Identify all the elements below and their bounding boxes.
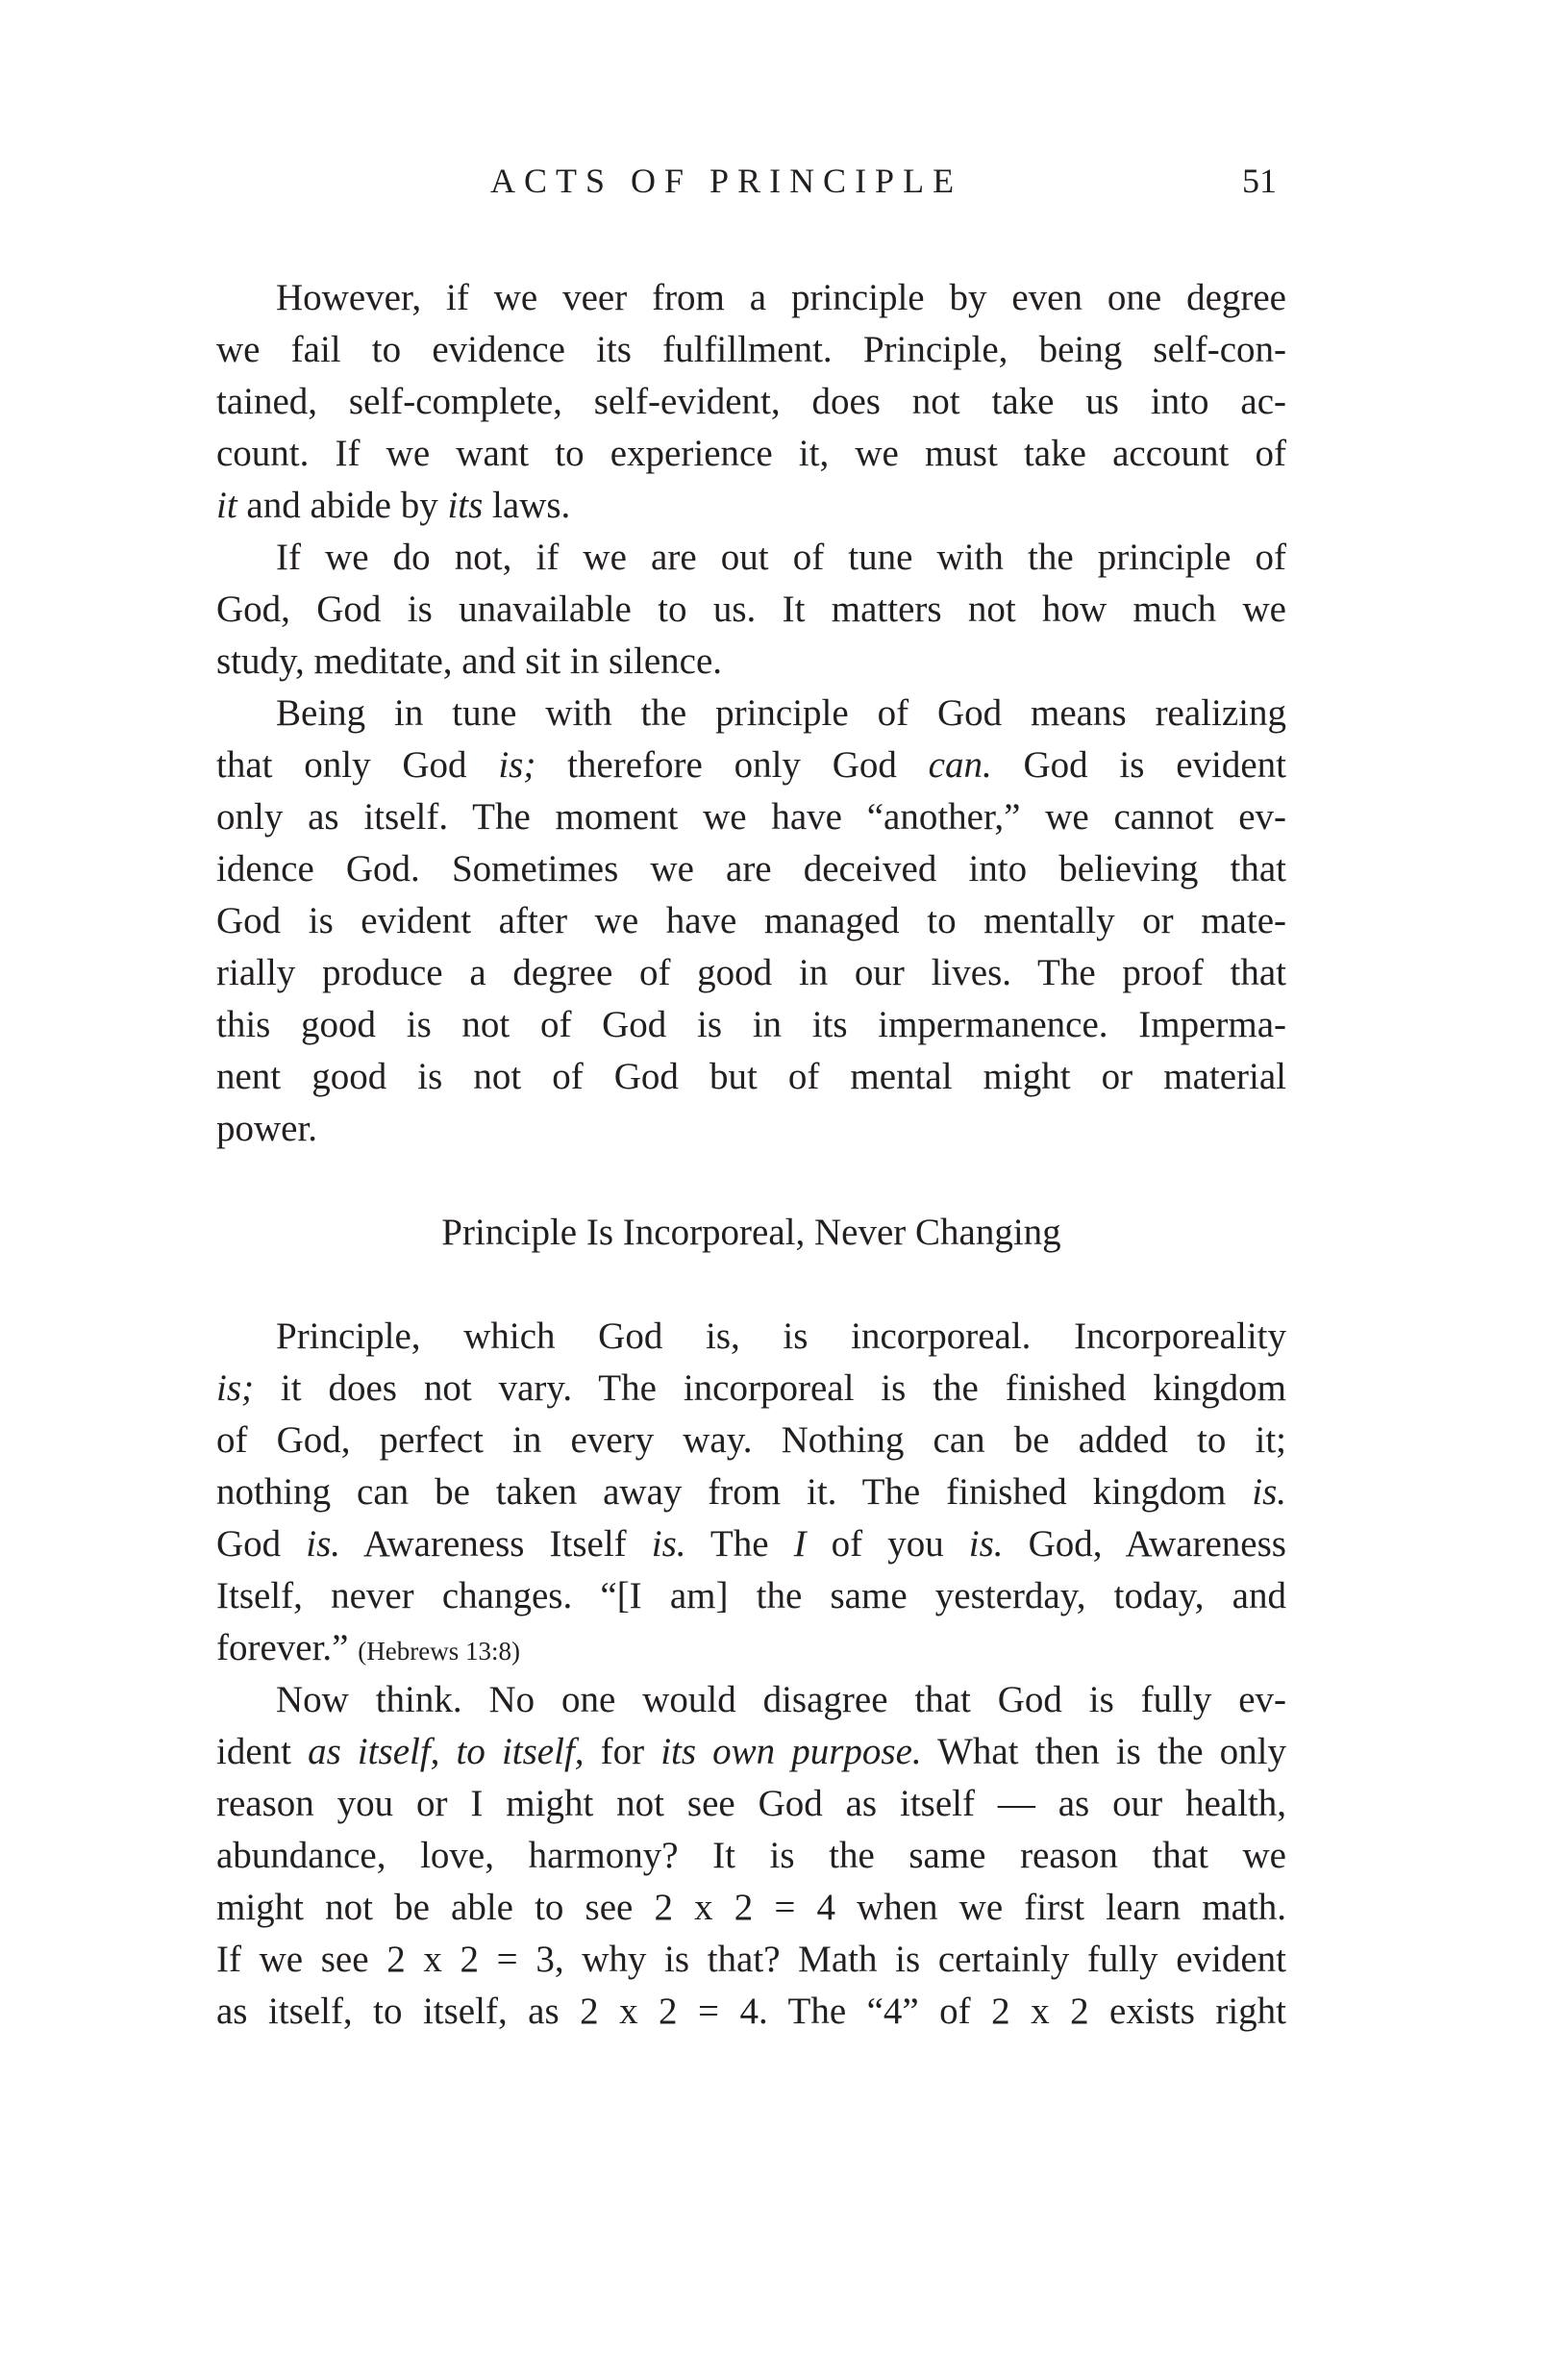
text-span: ident <box>216 1731 309 1772</box>
emphasis: is. <box>1252 1471 1286 1513</box>
text-line: of God, perfect in every way. Nothing can be added to it; <box>216 1419 1286 1461</box>
text-line: only as itself. The moment we have “another,” we cannot ev- <box>216 796 1286 838</box>
text-line: If we do not, if we are out of tune with the principle of <box>276 537 1286 578</box>
text-span: God <box>216 1523 307 1565</box>
text-span: The <box>685 1523 794 1565</box>
emphasis: I <box>793 1523 807 1565</box>
text-line <box>216 1726 1286 1778</box>
text-span: therefore only God <box>535 744 929 786</box>
text-line: Principle, which God is, is incorporeal. Incorporeality <box>276 1315 1286 1357</box>
text-line: Itself, never changes. “[I am] the same yesterday, today, and <box>216 1575 1286 1616</box>
text-line <box>216 1363 1286 1415</box>
text-span: Awareness Itself <box>340 1523 652 1565</box>
emphasis: is. <box>306 1523 341 1565</box>
text-line: tained, self-complete, self-evident, does not take us into ac- <box>216 381 1286 422</box>
text-line: nent good is not of God but of mental might or material <box>216 1056 1286 1097</box>
text-line: count. If we want to experience it, we must take account of <box>216 433 1286 474</box>
emphasis: is. <box>968 1523 1004 1565</box>
text-line: abundance, love, harmony? It is the same reason that we <box>216 1835 1286 1876</box>
text-span: nothing can be taken away from it. The finished kingdom <box>216 1471 1253 1513</box>
text-line: reason you or I might not see God as itself — as our health, <box>216 1783 1286 1824</box>
text-line: we fail to evidence its fulfillment. Principle, being self-con- <box>216 329 1286 370</box>
text-line: Now think. No one would disagree that God is fully ev- <box>276 1679 1286 1720</box>
text-line: power. <box>216 1108 318 1149</box>
text-line: God, God is unavailable to us. It matters not how much we <box>216 589 1286 630</box>
text-span: forever.” <box>216 1627 349 1668</box>
text-line <box>216 1518 1286 1570</box>
text-line: Being in tune with the principle of God means realizing <box>276 692 1286 734</box>
text-span: God is evident <box>991 744 1286 786</box>
text-span: and abide by <box>236 485 448 526</box>
paragraph <box>216 1311 1286 1674</box>
text-line <box>216 1466 1286 1518</box>
paragraph <box>216 532 1286 688</box>
paragraph <box>216 272 1286 532</box>
text-line: might not be able to see 2 x 2 = 4 when we first learn math. <box>216 1887 1286 1928</box>
text-line <box>216 1622 1286 1674</box>
paragraph <box>216 1674 1286 2038</box>
text-span: of you <box>806 1523 969 1565</box>
text-line: study, meditate, and sit in silence. <box>216 640 723 682</box>
paragraph <box>216 688 1286 1155</box>
text-span: God, Awareness <box>1003 1523 1286 1565</box>
emphasis: it <box>216 485 237 526</box>
running-head <box>0 154 1543 212</box>
emphasis: is. <box>651 1523 686 1565</box>
text-span: for <box>584 1731 661 1772</box>
text-line: God is evident after we have managed to mentally or mate- <box>216 900 1286 941</box>
running-title: ACTS OF PRINCIPLE <box>490 162 963 200</box>
emphasis: its own purpose. <box>660 1731 922 1772</box>
text-line: rially produce a degree of good in our lives. The proof that <box>216 952 1286 993</box>
emphasis: as itself, to itself, <box>308 1731 585 1772</box>
text-line: However, if we veer from a principle by even one degree <box>276 277 1286 318</box>
emphasis: is; <box>216 1367 254 1409</box>
emphasis: its <box>447 485 484 526</box>
emphasis: can. <box>928 744 992 786</box>
text-line: If we see 2 x 2 = 3, why is that? Math is certainly fully evident <box>216 1939 1286 1980</box>
body-text <box>216 272 1286 2038</box>
text-line: idence God. Sometimes we are deceived into believing that <box>216 848 1286 889</box>
text-span: What then is the only <box>921 1731 1287 1772</box>
page-number: 51 <box>1242 162 1277 200</box>
emphasis: is; <box>498 744 536 786</box>
text-line <box>216 480 1286 532</box>
text-line: as itself, to itself, as 2 x 2 = 4. The “4” of 2 x 2 exists right <box>216 1991 1286 2032</box>
text-span: that only God <box>216 744 499 786</box>
section-heading: Principle Is Incorporeal, Never Changing <box>441 1212 1061 1253</box>
scripture-citation: (Hebrews 13:8) <box>358 1637 520 1666</box>
text-span: it does not vary. The incorporeal is the finished kingdom <box>254 1367 1286 1409</box>
text-span: laws. <box>483 485 571 526</box>
text-line: this good is not of God is in its impermanence. Imperma- <box>216 1004 1286 1045</box>
text-line <box>216 739 1286 791</box>
